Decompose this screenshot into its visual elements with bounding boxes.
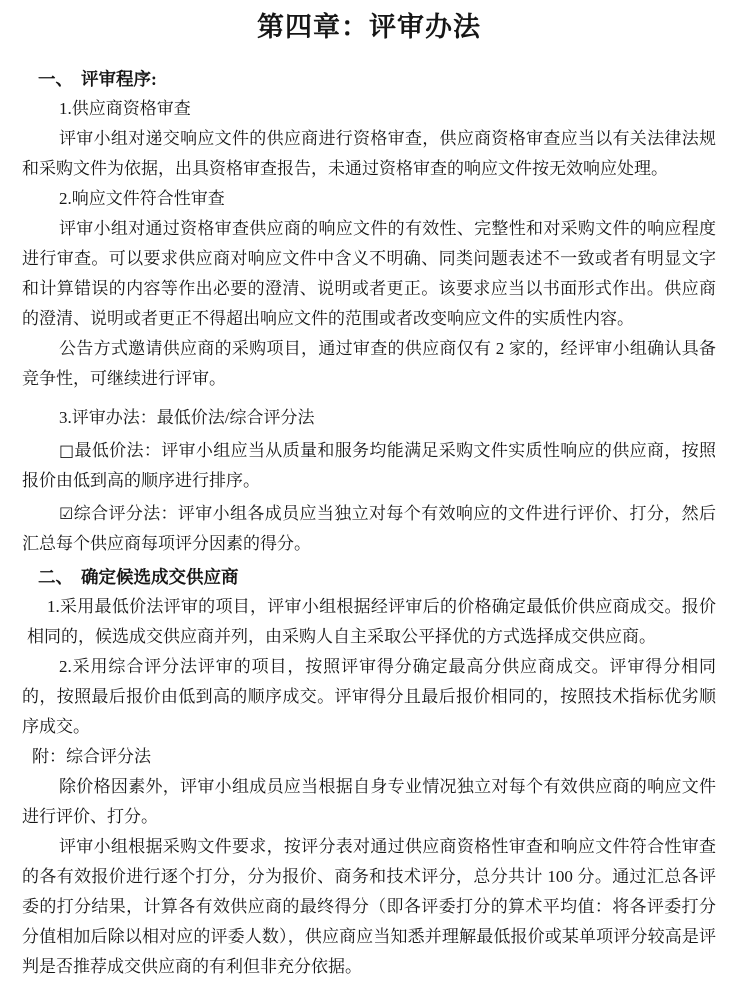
section-heading-review-procedure: [38, 64, 716, 94]
section-heading-determine-candidate-suppliers: [38, 562, 716, 592]
paragraph-lowest-price-award: 1.采用最低价法评审的项目，评审小组根据经评审后的价格确定最低价供应商成交。报价相同的，候选成交供应商并列，由采购人自主采取公平择优的方式选择成交供应商。: [27, 597, 716, 646]
appendix-title-comprehensive-scoring: 附：综合评分法: [32, 747, 151, 766]
section-heading-text: 确定候选成交供应商: [81, 567, 239, 587]
option-lowest-price-text: 最低价法：评审小组应当从质量和服务均能满足采购文件实质性响应的供应商，按照报价由低到高的顺序进行排序。: [22, 441, 716, 490]
paragraph-appendix-independent-scoring: 除价格因素外，评审小组成员应当根据自身专业情况独立对每个有效供应商的响应文件进行评价、打分。: [22, 777, 716, 826]
paragraph-appendix-scoring-rules: 评审小组根据采购文件要求，按评分表对通过供应商资格性审查和响应文件符合性审查的各有效报价进行逐个打分，分为报价、商务和技术评分，总分共计 100 分。通过汇总各评委的打分结果，计算各有效供应商的最终得分（即各评委打分的算术平均值：将各评委打分分值相加后除以相对应的评委人数），供应商应当知悉并理解最低报价或某单项评分较高是评判是否推荐成交供应商的有利但非充分依据。: [22, 837, 716, 976]
chapter-title: 第四章：评审办法: [257, 12, 481, 42]
paragraph-comprehensive-score-award: 2.采用综合评分法评审的项目，按照评审得分确定最高分供应商成交。评审得分相同的，按照最后报价由低到高的顺序成交。评审得分且最后报价相同的，按照技术指标优劣顺序成交。: [22, 657, 716, 736]
checkbox-unchecked-icon: □: [59, 441, 75, 460]
section-heading-text: 评审程序:: [81, 69, 157, 89]
section-number: 一、: [38, 69, 73, 89]
paragraph-qualification-review-body: 评审小组对递交响应文件的供应商进行资格审查，供应商资格审查应当以有关法律法规和采购文件为依据，出具资格审查报告，未通过资格审查的响应文件按无效响应处理。: [22, 129, 716, 178]
option-lowest-price-method: [22, 436, 716, 496]
paragraph-announcement-two-suppliers: 公告方式邀请供应商的采购项目，通过审查的供应商仅有 2 家的，经评审小组确认具备竞争性，可继续进行评审。: [22, 339, 716, 388]
paragraph-conformity-review-body: 评审小组对通过资格审查供应商的响应文件的有效性、完整性和对采购文件的响应程度进行审查。可以要求供应商对响应文件中含义不明确、同类问题表述不一致或者有明显文字和计算错误的内容等作出必要的澄清、说明或者更正。该要求应当以书面形式作出。供应商的澄清、说明或者更正不得超出响应文件的范围或者改变响应文件的实质性内容。: [22, 219, 716, 328]
item-evaluation-method-title: 3.评审办法：最低价法/综合评分法: [59, 408, 315, 427]
option-comprehensive-scoring-method: [22, 499, 716, 559]
checkbox-checked-icon: ☑: [59, 504, 74, 523]
item-supplier-qualification-review-title: 1.供应商资格审查: [59, 99, 191, 118]
section-number: 二、: [38, 567, 73, 587]
option-comprehensive-scoring-text: 综合评分法：评审小组各成员应当独立对每个有效响应的文件进行评价、打分，然后汇总每个供应商每项评分因素的得分。: [22, 504, 716, 553]
item-conformity-review-title: 2.响应文件符合性审查: [59, 189, 225, 208]
